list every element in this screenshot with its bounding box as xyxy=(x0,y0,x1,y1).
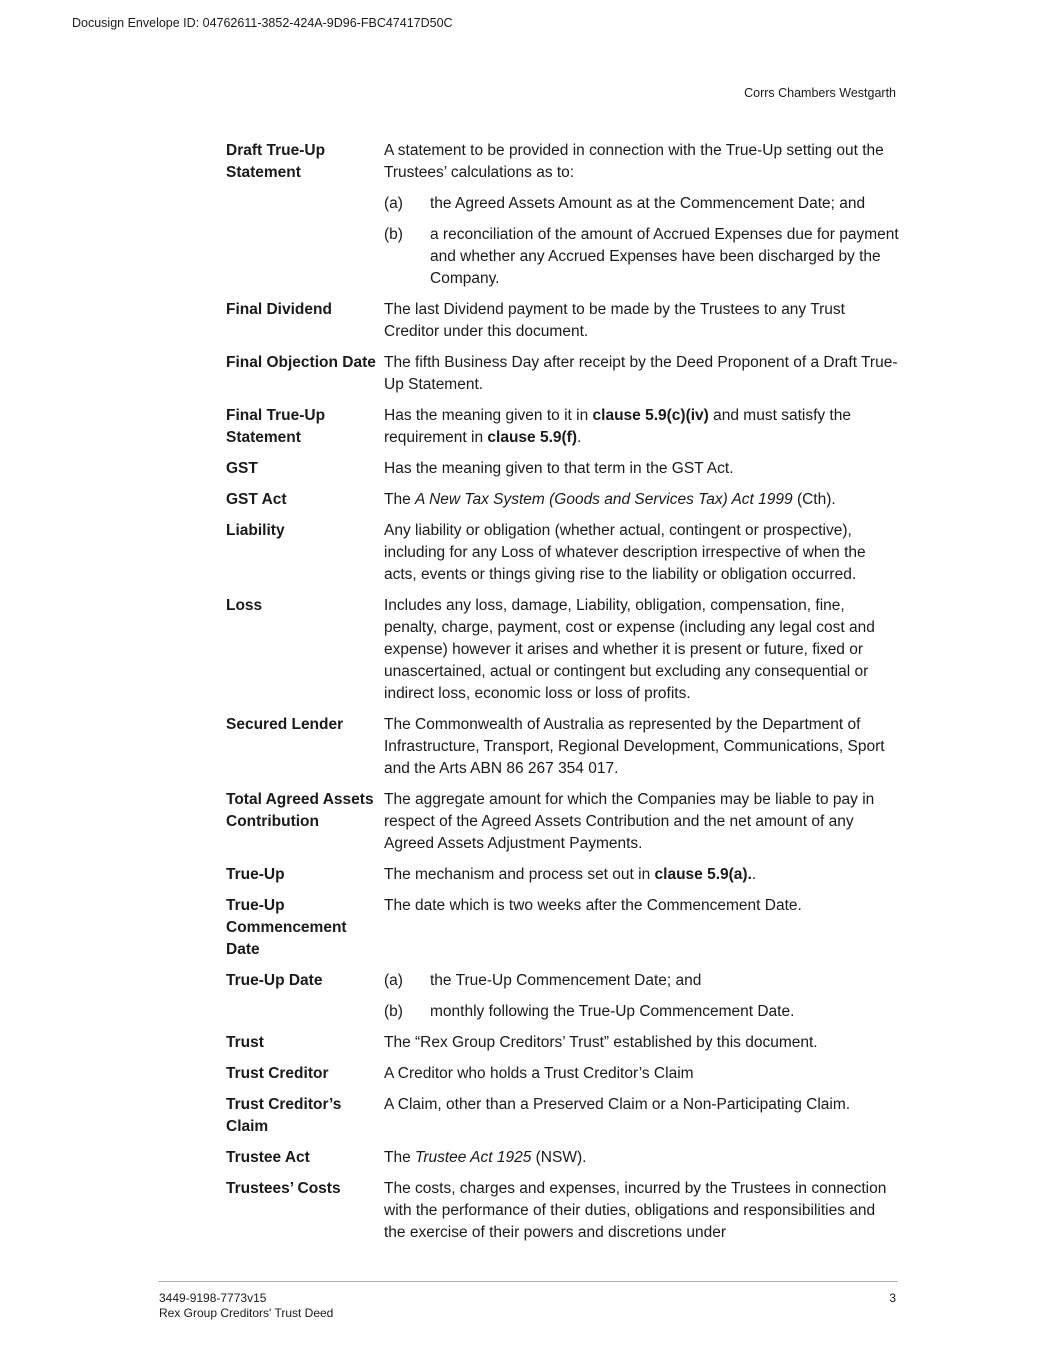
definition-row xyxy=(226,458,906,480)
definition-text xyxy=(384,405,899,449)
firm-name: Corrs Chambers Westgarth xyxy=(744,86,896,100)
text-run: . xyxy=(577,429,582,446)
sub-item-text: the Agreed Assets Amount as at the Commencement Date; and xyxy=(430,195,866,212)
definition-term: Trustee Act xyxy=(226,1149,310,1166)
definition-row xyxy=(226,1178,906,1244)
definition-row xyxy=(226,1063,906,1085)
text-run: The xyxy=(384,1149,416,1166)
sub-item-text: monthly following the True-Up Commencement Date. xyxy=(430,1003,795,1020)
envelope-id: Docusign Envelope ID: 04762611-3852-424A-9D96-FBC47417D50C xyxy=(72,16,453,30)
definition-term: Trust Creditor’s Claim xyxy=(226,1096,342,1135)
definition-term: GST xyxy=(226,460,258,477)
definition-row xyxy=(226,140,906,290)
definitions-list xyxy=(226,140,906,1253)
definition-text: The fifth Business Day after receipt by the Deed Proponent of a Draft True-Up Statement. xyxy=(384,354,898,393)
definition-term: Final True-Up Statement xyxy=(226,407,326,446)
sub-item-label: (a) xyxy=(384,195,403,212)
definition-row xyxy=(226,714,906,780)
act-title: Trustee Act 1925 xyxy=(415,1149,532,1166)
definition-term: True-Up xyxy=(226,866,285,883)
definition-text: The date which is two weeks after the Commencement Date. xyxy=(384,897,802,914)
sub-item-label: (b) xyxy=(384,226,403,243)
definition-term: Final Objection Date xyxy=(226,354,376,371)
definition-row xyxy=(226,1032,906,1054)
sub-item xyxy=(384,193,899,215)
definition-term: Total Agreed Assets Contribution xyxy=(226,791,374,830)
definition-term: Draft True-Up Statement xyxy=(226,142,326,181)
text-run: The mechanism and process set out in xyxy=(384,866,655,883)
footer-divider xyxy=(158,1281,898,1282)
sub-item xyxy=(384,970,899,992)
definition-text: A statement to be provided in connection with the True-Up setting out the Trustees’ calculations as to: xyxy=(384,142,884,181)
text-run: (Cth). xyxy=(792,491,836,508)
definition-term: True-Up Commencement Date xyxy=(226,897,347,958)
definition-row xyxy=(226,1094,906,1138)
definition-text: The Commonwealth of Australia as represented by the Department of Infrastructure, Transport, Regional Development, Communications, Sport and the Arts ABN 86 267 354 017. xyxy=(384,716,885,777)
definition-row xyxy=(226,595,906,705)
definition-row xyxy=(226,970,906,1023)
definition-row xyxy=(226,405,906,449)
definition-term: Liability xyxy=(226,522,285,539)
definition-term: Trustees’ Costs xyxy=(226,1180,341,1197)
definition-term: GST Act xyxy=(226,491,287,508)
sub-item-text: the True-Up Commencement Date; and xyxy=(430,972,702,989)
definition-term: True-Up Date xyxy=(226,972,323,989)
sub-item xyxy=(384,224,899,290)
definition-row xyxy=(226,489,906,511)
clause-reference: clause 5.9(f) xyxy=(487,429,577,446)
definition-term: Loss xyxy=(226,597,263,614)
definition-row xyxy=(226,789,906,855)
act-title: A New Tax System (Goods and Services Tax) Act 1999 xyxy=(415,491,793,508)
page-number: 3 xyxy=(889,1291,896,1305)
text-run: and must satisfy the requirement in xyxy=(384,407,851,446)
definition-text xyxy=(384,1147,899,1169)
text-run: Has the meaning given to it in xyxy=(384,407,593,424)
text-run: . xyxy=(751,866,757,883)
definition-term: Final Dividend xyxy=(226,301,332,318)
definition-text: The last Dividend payment to be made by the Trustees to any Trust Creditor under this document. xyxy=(384,301,845,340)
definition-row xyxy=(226,895,906,961)
definition-row xyxy=(226,352,906,396)
text-run: The xyxy=(384,491,416,508)
definition-text: Has the meaning given to that term in the GST Act. xyxy=(384,460,734,477)
definition-text xyxy=(384,489,899,511)
definition-text: A Creditor who holds a Trust Creditor’s Claim xyxy=(384,1065,694,1082)
definition-row xyxy=(226,864,906,886)
definition-term: Trust xyxy=(226,1034,264,1051)
definition-text xyxy=(384,864,899,886)
definition-row xyxy=(226,299,906,343)
definition-body xyxy=(384,140,899,290)
sub-item-label: (b) xyxy=(384,1003,403,1020)
sub-item-label: (a) xyxy=(384,972,403,989)
clause-reference: clause 5.9(c)(iv) xyxy=(592,407,709,424)
footer-doc-id: 3449-9198-7773v15 xyxy=(159,1291,267,1305)
definition-text: Any liability or obligation (whether actual, contingent or prospective), including for any Loss of whatever description irrespective of when the acts, events or things giving rise to the liability or obligation occurred. xyxy=(384,522,866,583)
definition-term: Trust Creditor xyxy=(226,1065,329,1082)
definition-term: Secured Lender xyxy=(226,716,344,733)
sub-item xyxy=(384,1001,899,1023)
footer-doc-title: Rex Group Creditors' Trust Deed xyxy=(159,1306,334,1320)
definition-body xyxy=(384,970,899,1023)
sub-item-text: a reconciliation of the amount of Accrued Expenses due for payment and whether any Accrued Expenses have been discharged by the Company. xyxy=(430,226,899,287)
definition-row xyxy=(226,520,906,586)
clause-reference: clause 5.9(a). xyxy=(654,866,752,883)
definition-text: A Claim, other than a Preserved Claim or a Non-Participating Claim. xyxy=(384,1096,851,1113)
definition-text: The “Rex Group Creditors’ Trust” established by this document. xyxy=(384,1034,818,1051)
definition-text: Includes any loss, damage, Liability, obligation, compensation, fine, penalty, charge, payment, cost or expense (including any legal cost and expense) however it arises and whether it is present or future, fixed or unascertained, actual or contingent but excluding any consequential or indirect loss, economic loss or loss of profits. xyxy=(384,597,875,702)
definition-text: The costs, charges and expenses, incurred by the Trustees in connection with the performance of their duties, obligations and responsibilities and the exercise of their powers and discretions under xyxy=(384,1180,887,1241)
definition-row xyxy=(226,1147,906,1169)
text-run: (NSW). xyxy=(531,1149,587,1166)
definition-text: The aggregate amount for which the Companies may be liable to pay in respect of the Agreed Assets Contribution and the net amount of any Agreed Assets Adjustment Payments. xyxy=(384,791,875,852)
